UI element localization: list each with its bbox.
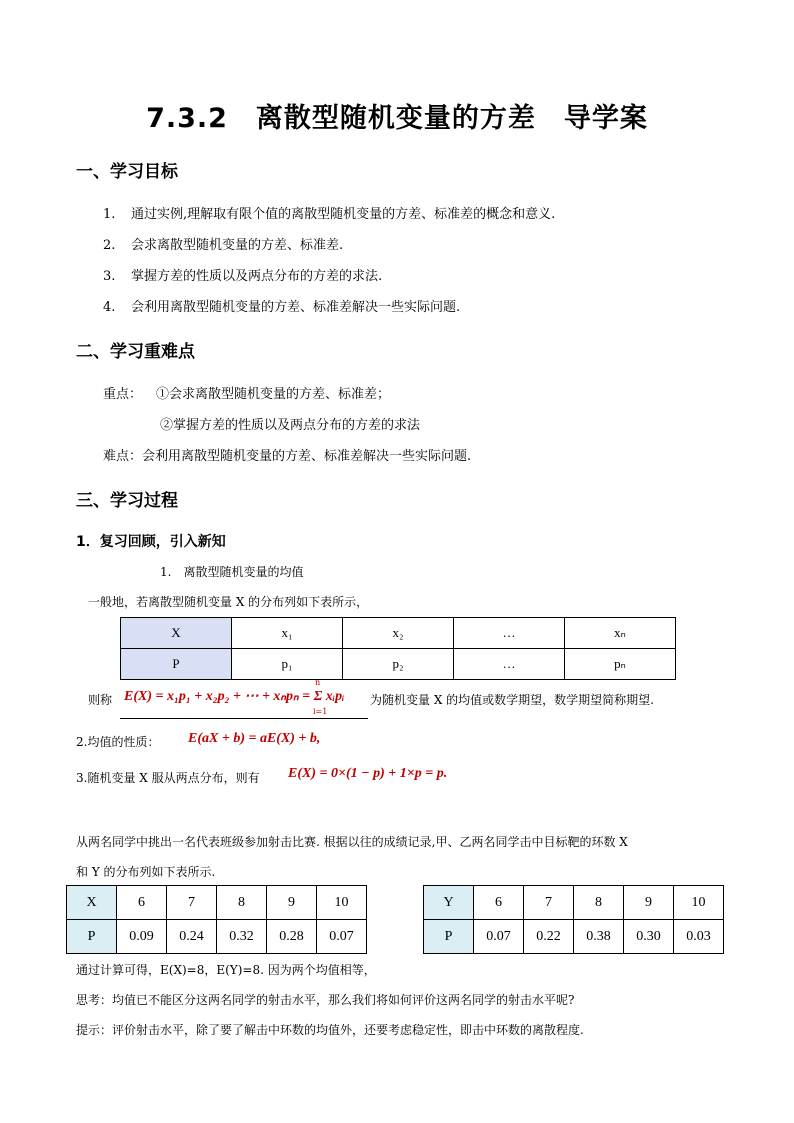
table-cell: 0.32 xyxy=(217,920,267,954)
mean-formula: E(X) = x₁p₁ + x₂p₂ + ⋯ + xₙpₙ = Σ xᵢpᵢ xyxy=(124,689,345,704)
distribution-table xyxy=(120,617,676,680)
table-cell: 6 xyxy=(117,886,167,920)
two-point-label: 3.随机变量 X 服从两点分布，则有 xyxy=(76,771,260,785)
difficult-point: 难点：会利用离散型随机变量的方差、标准差解决一些实际问题. xyxy=(103,449,472,464)
table-cell: x₁ xyxy=(232,618,343,649)
table-cell: 7 xyxy=(167,886,217,920)
table-row xyxy=(424,920,724,954)
key-point-2: ②掌握方差的性质以及两点分布的方差的求法 xyxy=(160,418,421,433)
mean-description: 为随机变量 X 的均值或数学期望，数学期望简称期望. xyxy=(370,693,654,707)
table-cell: 8 xyxy=(574,886,624,920)
table-row xyxy=(67,886,367,920)
think-text: 思考：均值已不能区分这两名同学的射击水平，那么我们将如何评价这两名同学的射击水平呢? xyxy=(76,993,575,1007)
objective-item-4: 4. 会利用离散型随机变量的方差、标准差解决一些实际问题. xyxy=(103,300,461,315)
key-point-label: 重点： xyxy=(103,387,143,402)
table-cell: 0.30 xyxy=(624,920,674,954)
table-cell: 0.22 xyxy=(524,920,574,954)
table-cell: 0.38 xyxy=(574,920,624,954)
section-key-points-heading: 二、学习重难点 xyxy=(76,342,195,362)
x-distribution-table xyxy=(66,885,367,954)
sigma-upper-limit: n xyxy=(315,678,321,687)
table-cell: P xyxy=(424,920,474,954)
table-cell: p₁ xyxy=(232,649,343,680)
table-cell: X xyxy=(67,886,117,920)
table-cell: p₂ xyxy=(343,649,454,680)
table-cell: 6 xyxy=(474,886,524,920)
table-cell: xₙ xyxy=(565,618,676,649)
table-cell: … xyxy=(454,649,565,680)
table-cell: 7 xyxy=(524,886,574,920)
table-cell: 9 xyxy=(267,886,317,920)
table-cell: P xyxy=(67,920,117,954)
table-cell: 10 xyxy=(674,886,724,920)
table-cell: 0.03 xyxy=(674,920,724,954)
then-label: 则称 xyxy=(88,693,113,707)
two-point-formula: E(X) = 0×(1 − p) + 1×p = p. xyxy=(288,766,448,781)
table-cell: 10 xyxy=(317,886,367,920)
table-cell: 0.07 xyxy=(474,920,524,954)
sigma-lower-limit: i=1 xyxy=(313,707,328,716)
formula-underline xyxy=(120,718,368,719)
objective-item-2: 2. 会求离散型随机变量的方差、标准差. xyxy=(103,238,344,253)
table-cell: 9 xyxy=(624,886,674,920)
y-distribution-table xyxy=(423,885,724,954)
table-row xyxy=(67,920,367,954)
table-cell: 0.07 xyxy=(317,920,367,954)
hint-text: 提示：评价射击水平，除了要了解击中环数的均值外，还要考虑稳定性，即击中环数的离散程度. xyxy=(76,1023,584,1037)
objective-item-1: 1. 通过实例,理解取有限个值的离散型随机变量的方差、标准差的概念和意义. xyxy=(103,207,556,222)
page-title: 7.3.2 离散型随机变量的方差 导学案 xyxy=(146,103,648,134)
table-cell: 0.28 xyxy=(267,920,317,954)
review-subheading: 1．复习回顾，引入新知 xyxy=(76,534,226,550)
objective-item-3: 3. 掌握方差的性质以及两点分布的方差的求法. xyxy=(103,269,383,284)
table-cell: X xyxy=(121,618,232,649)
table-cell: pₙ xyxy=(565,649,676,680)
table-cell: x₂ xyxy=(343,618,454,649)
table-row xyxy=(121,618,676,649)
table-cell: Y xyxy=(424,886,474,920)
mean-property-formula: E(aX + b) = aE(X) + b, xyxy=(188,731,321,746)
table-row xyxy=(121,649,676,680)
problem-text-line-2: 和 Y 的分布列如下表所示. xyxy=(76,865,216,879)
table-row xyxy=(424,886,724,920)
mean-property-label: 2.均值的性质： xyxy=(76,735,160,749)
review-item-1: 1. 离散型随机变量的均值 xyxy=(160,565,304,579)
problem-text-line-1: 从两名同学中挑出一名代表班级参加射击比赛. 根据以往的成绩记录,甲、乙两名同学击中目标靶的环数 X xyxy=(76,835,628,849)
key-point-1: ①会求离散型随机变量的方差、标准差； xyxy=(156,387,391,402)
table-cell: 0.09 xyxy=(117,920,167,954)
table-cell: P xyxy=(121,649,232,680)
table-cell: … xyxy=(454,618,565,649)
distribution-intro: 一般地，若离散型随机变量 X 的分布列如下表所示， xyxy=(88,595,369,609)
section-process-heading: 三、学习过程 xyxy=(76,491,178,511)
table-cell: 8 xyxy=(217,886,267,920)
section-objectives-heading: 一、学习目标 xyxy=(76,162,178,182)
table-cell: 0.24 xyxy=(167,920,217,954)
calculation-text: 通过计算可得，E(X)=8，E(Y)=8. 因为两个均值相等， xyxy=(76,963,376,977)
